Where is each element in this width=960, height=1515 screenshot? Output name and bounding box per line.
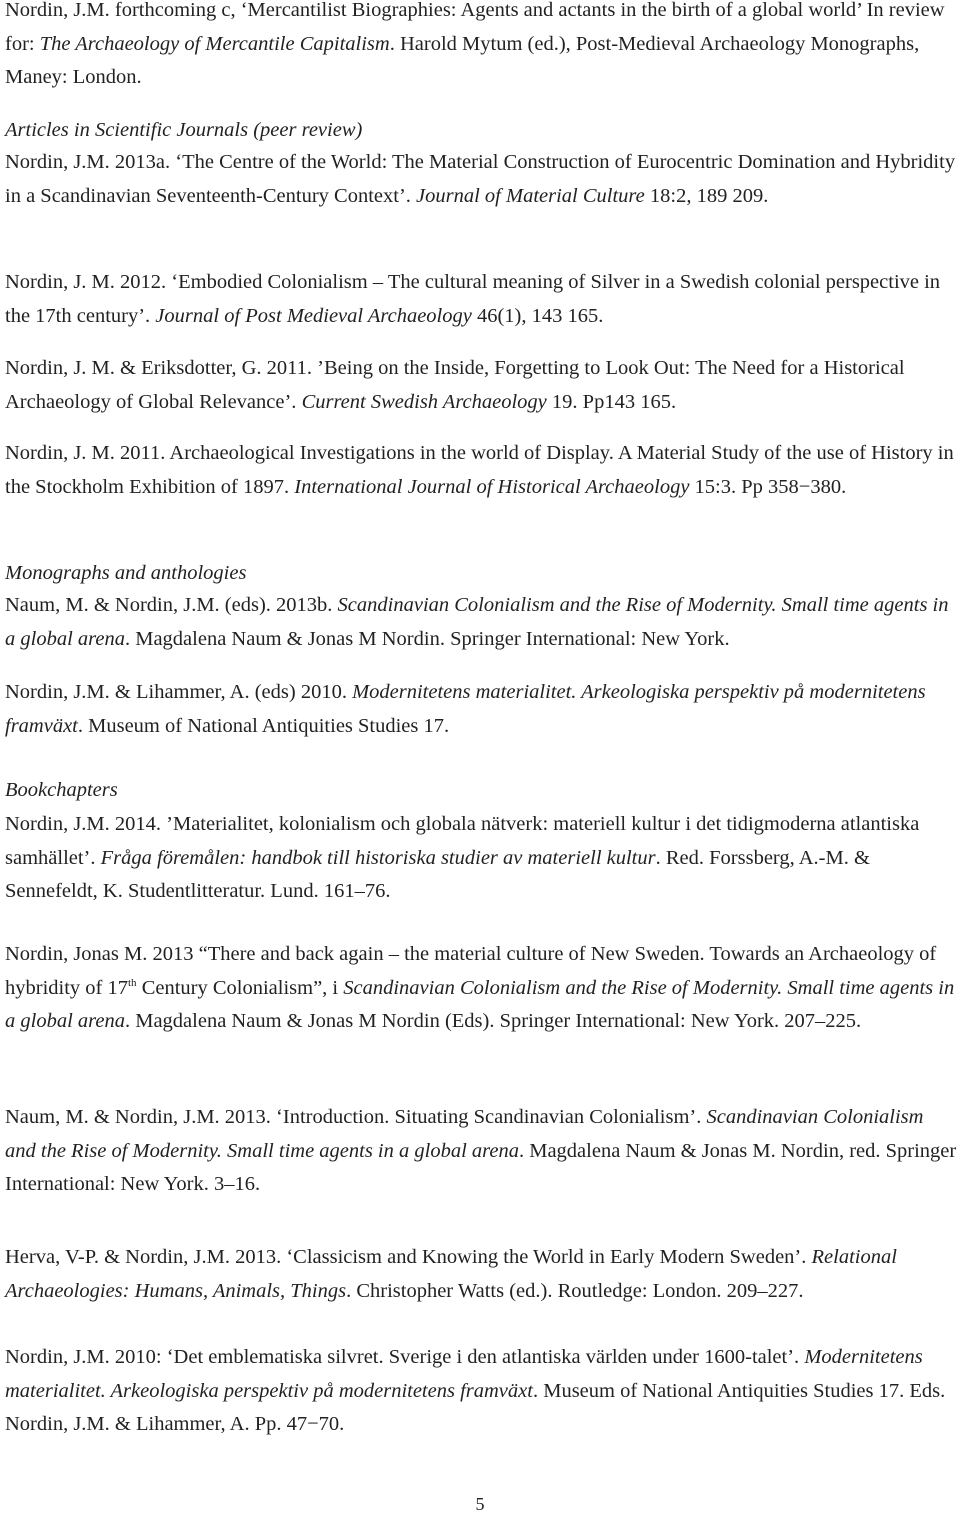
reference-2013b: Naum, M. & Nordin, J.M. (eds). 2013b. Scandinavian Colonialism and the Rise of Modernity. Small time agents in a global arena. Magdalena Naum & Jonas M Nordin. Springer International: New York. [5, 594, 949, 650]
reference-2010-anthology: Nordin, J.M. & Lihammer, A. (eds) 2010. Modernitetens materialitet. Arkeologiska perspektiv på modernitetens framväxt. Museum of National Antiquities Studies 17. [5, 681, 926, 737]
reference-2011-eriksdotter: Nordin, J. M. & Eriksdotter, G. 2011. ’Being on the Inside, Forgetting to Look Out: The Need for a Historical Archaeology of Global Relevance’. Current Swedish Archaeology 19. Pp143 165. [5, 357, 905, 413]
reference-2014: Nordin, J.M. 2014. ’Materialitet, kolonialism och globala nätverk: materiell kultur i det tidigmoderna atlantiska samhället’. Fråga föremålen: handbok till historiska studier av materiell kultur. Red. Forssberg, A.-M. & Sennefeldt, K. Studentlitteratur. Lund. 161–76. [5, 813, 920, 902]
section-heading-monographs: Monographs and anthologies [5, 562, 247, 584]
reference-2013-classicism: Herva, V-P. & Nordin, J.M. 2013. ‘Classicism and Knowing the World in Early Modern Sweden’. Relational Archaeologies: Humans, Animals, Things. Christopher Watts (ed.). Routledge: London. 209–227. [5, 1246, 897, 1302]
section-heading-articles: Articles in Scientific Journals (peer review) [5, 119, 363, 141]
reference-2013-new-sweden: Nordin, Jonas M. 2013 “There and back again – the material culture of New Sweden. Towards an Archaeology of hybridity of 17th Century Colonialism”, i Scandinavian Colonialism and the Rise of Modernity. Small time agents in a global arena. Magdalena Naum & Jonas M Nordin (Eds). Springer International: New York. 207–225. [5, 943, 955, 1032]
page-number: 5 [475, 1494, 485, 1514]
reference-2012: Nordin, J. M. 2012. ‘Embodied Colonialism – The cultural meaning of Silver in a Swedish colonial perspective in the 17th century’. Journal of Post Medieval Archaeology 46(1), 143 165. [5, 271, 941, 327]
section-heading-bookchapters: Bookchapters [5, 779, 118, 801]
reference-2010-silvret: Nordin, J.M. 2010: ‘Det emblematiska silvret. Sverige i den atlantiska världen under 1600-talet’. Modernitetens materialitet. Arkeologiska perspektiv på modernitetens framväxt. Museum of National Antiquities Studies 17. Eds. Nordin, J.M. & Lihammer, A. Pp. 47−70. [5, 1346, 946, 1435]
reference-2013-introduction: Naum, M. & Nordin, J.M. 2013. ‘Introduction. Situating Scandinavian Colonialism’. Scandinavian Colonialism and the Rise of Modernity. Small time agents in a global arena. Magdalena Naum & Jonas M. Nordin, red. Springer International: New York. 3–16. [5, 1106, 957, 1195]
reference-forthcoming-mercantilist: Nordin, J.M. forthcoming c, ‘Mercantilist Biographies: Agents and actants in the birth of a global world’ In review for: The Archaeology of Mercantile Capitalism. Harold Mytum (ed.), Post-Medieval Archaeology Monographs, Maney: London. [5, 0, 945, 88]
reference-2011-display: Nordin, J. M. 2011. Archaeological Investigations in the world of Display. A Material Study of the use of History in the Stockholm Exhibition of 1897. International Journal of Historical Archaeology 15:3. Pp 358−380. [5, 442, 954, 498]
reference-2013a: Nordin, J.M. 2013a. ‘The Centre of the World: The Material Construction of Eurocentric Domination and Hybridity in a Scandinavian Seventeenth-Century Context’. Journal of Material Culture 18:2, 189 209. [5, 151, 956, 207]
